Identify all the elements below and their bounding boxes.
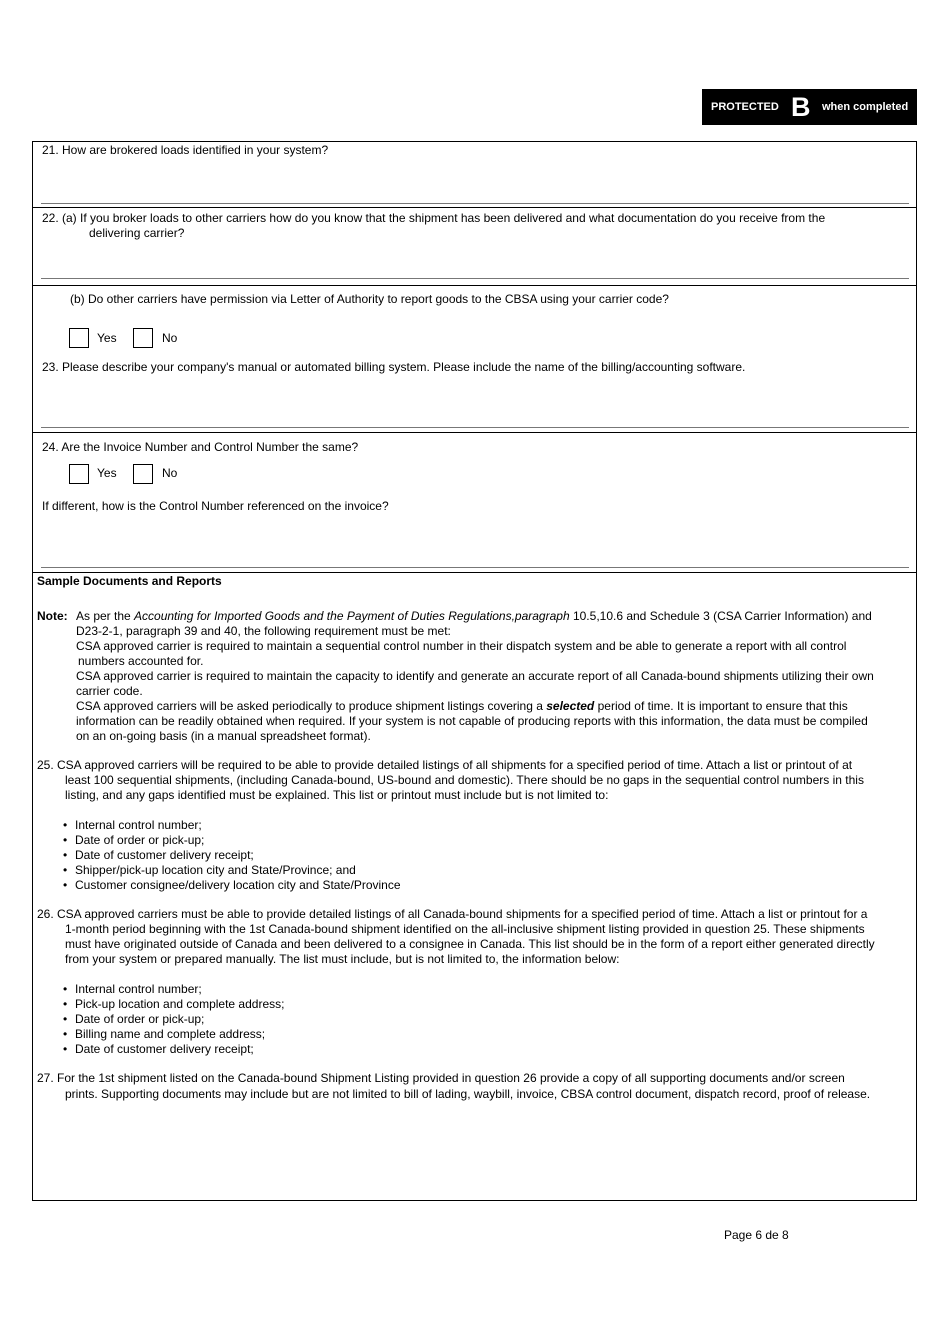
question-26-line3: must have originated outside of Canada and been delivered to a consignee in Canada. This list should be in the form of a report either generated directly bbox=[65, 937, 875, 951]
answer-line-23[interactable] bbox=[41, 427, 909, 428]
question-25-line3: listing, and any gaps identified must be explained. This list or printout must include but is not limited to: bbox=[65, 788, 609, 802]
note-line-5: CSA approved carrier is required to maintain the capacity to identify and generate an accurate report of all Canada-bound shipments utilizing their own bbox=[76, 669, 874, 683]
list-item: • Billing name and complete address; bbox=[63, 1027, 266, 1041]
list-item: • Shipper/pick-up location city and State/Province; and bbox=[63, 863, 356, 877]
answer-line-22a[interactable] bbox=[41, 278, 909, 279]
divider bbox=[33, 285, 916, 286]
list-item: • Date of order or pick-up; bbox=[63, 1012, 205, 1026]
question-25-line2: least 100 sequential shipments, (including Canada-bound, US-bound and domestic). There should be no gaps in the sequential control numbers in this bbox=[65, 773, 864, 787]
answer-line-21[interactable] bbox=[41, 203, 909, 204]
when-completed-label: when completed bbox=[822, 101, 909, 113]
note-line-6: carrier code. bbox=[76, 684, 143, 698]
form-frame bbox=[32, 141, 917, 1201]
q24-no-label: No bbox=[162, 466, 178, 480]
divider bbox=[33, 207, 916, 208]
question-27-line2: prints. Supporting documents may include but are not limited to bill of lading, waybill, invoice, CBSA control document, dispatch record, proof of release. bbox=[65, 1087, 871, 1101]
page-number: Page 6 de 8 bbox=[724, 1228, 789, 1242]
q22b-yes-label: Yes bbox=[97, 331, 117, 345]
section-heading: Sample Documents and Reports bbox=[37, 574, 222, 588]
divider bbox=[33, 432, 916, 433]
question-22a-line2: delivering carrier? bbox=[89, 226, 185, 240]
q24-no-checkbox[interactable] bbox=[133, 464, 153, 484]
question-21: 21. How are brokered loads identified in your system? bbox=[42, 143, 329, 157]
q24-yes-checkbox[interactable] bbox=[69, 464, 89, 484]
note-label: Note: bbox=[37, 609, 68, 623]
divider bbox=[33, 572, 916, 573]
question-24: 24. Are the Invoice Number and Control Number the same? bbox=[42, 440, 359, 454]
protected-letter: B bbox=[791, 92, 811, 122]
question-26-line2: 1-month period beginning with the 1st Canada-bound shipment identified on the all-inclusive shipment listing provided in question 25. These shipments bbox=[65, 922, 865, 936]
list-item: • Customer consignee/delivery location city and State/Province bbox=[63, 878, 401, 892]
q22b-yes-checkbox[interactable] bbox=[69, 328, 89, 348]
question-25-line1: 25. CSA approved carriers will be required to be able to provide detailed listings of all shipments for a specified period of time. Attach a list or printout of at bbox=[37, 758, 853, 772]
list-item: • Pick-up location and complete address; bbox=[63, 997, 285, 1011]
protected-label: PROTECTED bbox=[711, 101, 779, 113]
note-line-1: As per the Accounting for Imported Goods and the Payment of Duties Regulations,paragraph 10.5,10.6 and Schedule 3 (CSA Carrier Information) and bbox=[76, 609, 872, 623]
note-line-3: CSA approved carrier is required to maintain a sequential control number in their dispatch system and be able to generate a report with all control bbox=[76, 639, 847, 653]
q22b-no-label: No bbox=[162, 331, 178, 345]
note-line-4: numbers accounted for. bbox=[78, 654, 204, 668]
question-23: 23. Please describe your company's manual or automated billing system. Please include the name of the billing/accounting software. bbox=[42, 360, 746, 374]
question-26-line4: from your system or prepared manually. The list must include, but is not limited to, the information below: bbox=[65, 952, 620, 966]
protected-b-badge bbox=[702, 89, 917, 125]
note-line-7: CSA approved carriers will be asked periodically to produce shipment listings covering a selected period of time. It is important to ensure that this bbox=[76, 699, 848, 713]
question-26-line1: 26. CSA approved carriers must be able to provide detailed listings of all Canada-bound shipments for a specified period of time. Attach a list or printout for a bbox=[37, 907, 868, 921]
note-line-9: on an on-going basis (in a manual spreadsheet format). bbox=[76, 729, 371, 743]
question-22a-line1: 22. (a) If you broker loads to other carriers how do you know that the shipment has been delivered and what documentation do you receive from the bbox=[42, 211, 826, 225]
question-27-line1: 27. For the 1st shipment listed on the Canada-bound Shipment Listing provided in question 26 provide a copy of all supporting documents and/or screen bbox=[37, 1071, 845, 1085]
list-item: • Internal control number; bbox=[63, 982, 202, 996]
question-24-followup: If different, how is the Control Number referenced on the invoice? bbox=[42, 499, 389, 513]
q22b-no-checkbox[interactable] bbox=[133, 328, 153, 348]
list-item: • Date of customer delivery receipt; bbox=[63, 848, 254, 862]
question-22b: (b) Do other carriers have permission via Letter of Authority to report goods to the CBSA using your carrier code? bbox=[70, 292, 669, 306]
note-line-8: information can be readily obtained when required. If your system is not capable of producing reports with this information, the data must be compiled bbox=[76, 714, 868, 728]
q24-yes-label: Yes bbox=[97, 466, 117, 480]
note-line-2: D23-2-1, paragraph 39 and 40, the following requirement must be met: bbox=[76, 624, 451, 638]
list-item: • Internal control number; bbox=[63, 818, 202, 832]
list-item: • Date of order or pick-up; bbox=[63, 833, 205, 847]
list-item: • Date of customer delivery receipt; bbox=[63, 1042, 254, 1056]
answer-line-24[interactable] bbox=[41, 567, 909, 568]
